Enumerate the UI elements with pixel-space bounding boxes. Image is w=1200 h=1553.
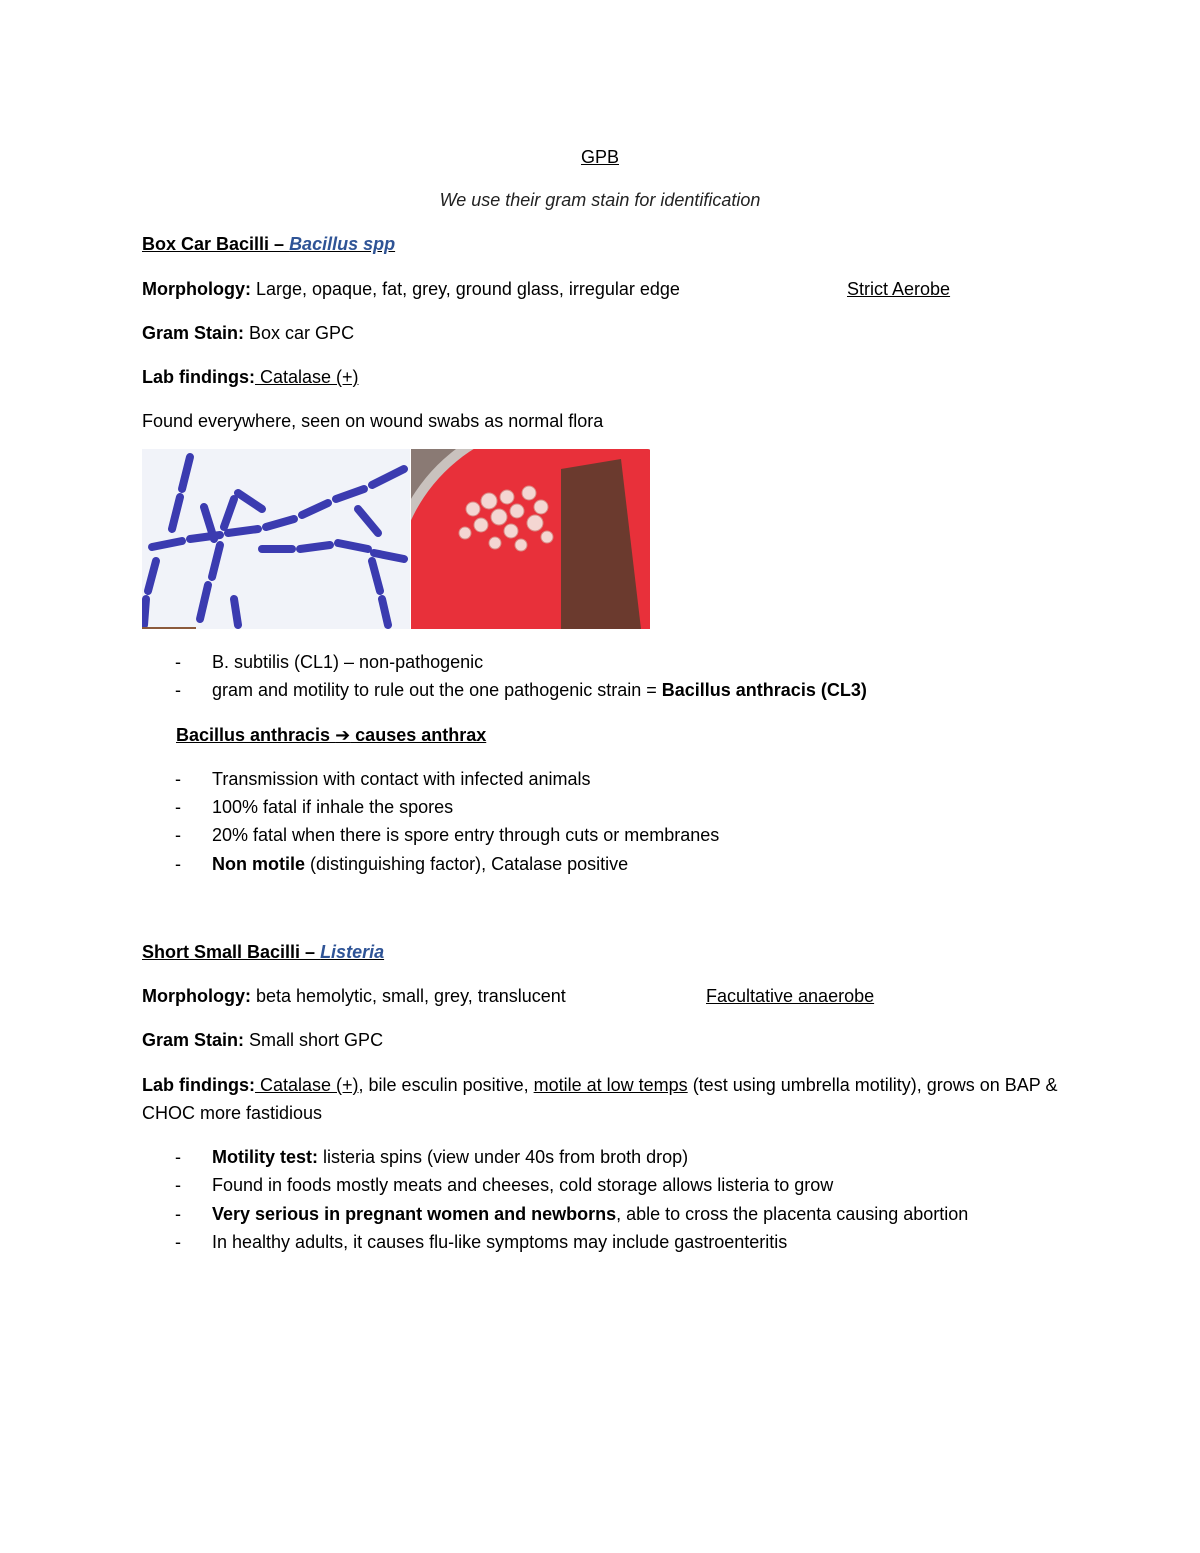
lab-findings-label: Lab findings: xyxy=(142,367,255,387)
subheading-part-b: causes anthrax xyxy=(350,725,487,745)
subheading-part-a: Bacillus anthracis xyxy=(176,725,336,745)
list-item xyxy=(175,1173,833,1197)
anthrax-subheading xyxy=(176,723,486,747)
morphology-row xyxy=(142,984,566,1008)
morphology-label: Morphology: xyxy=(142,986,251,1006)
lab-findings-row xyxy=(142,365,359,389)
gram-stain-row xyxy=(142,1028,383,1052)
heading-prefix: Box Car Bacilli – xyxy=(142,234,290,254)
bullet-text: Transmission with contact with infected animals xyxy=(212,769,591,789)
lab-findings-text: Catalase (+) xyxy=(254,367,359,387)
list-item xyxy=(175,650,483,674)
bullet-text: B. subtilis (CL1) – non-pathogenic xyxy=(212,652,484,672)
bullet-dash: - xyxy=(175,769,181,789)
bullet-text: Found in foods mostly meats and cheeses, cold storage allows listeria to grow xyxy=(212,1175,834,1195)
bullet-text: 20% fatal when there is spore entry through cuts or membranes xyxy=(212,825,720,845)
morphology-text: Large, opaque, fat, grey, ground glass, irregular edge xyxy=(250,279,680,299)
bullet-text: , able to cross the placenta causing abortion xyxy=(616,1204,969,1224)
morphology-text: beta hemolytic, small, grey, translucent xyxy=(250,986,566,1006)
bullet-dash: - xyxy=(175,680,181,700)
section-heading-listeria xyxy=(142,940,384,964)
bullet-dash: - xyxy=(175,1147,181,1167)
bullet-bold-text: Motility test: xyxy=(212,1147,318,1167)
lab-findings-row xyxy=(142,1071,1062,1127)
bullet-dash: - xyxy=(175,652,181,672)
bullet-bold-text: Non motile xyxy=(212,854,305,874)
bacilli-chains-icon xyxy=(142,449,410,629)
gram-stain-micrograph xyxy=(142,449,410,629)
lab-mid-text: , bile esculin positive, xyxy=(358,1075,534,1095)
list-item xyxy=(175,823,719,847)
bullet-dash: - xyxy=(175,854,181,874)
lab-findings-label: Lab findings: xyxy=(142,1075,255,1095)
gram-stain-text: Box car GPC xyxy=(244,323,355,343)
bullet-text: listeria spins (view under 40s from broth drop) xyxy=(318,1147,689,1167)
figure-divider xyxy=(142,627,196,629)
agar-plate-icon xyxy=(411,449,650,629)
bullet-dash: - xyxy=(175,797,181,817)
lab-rest-text: (test using umbrella motility), grows on BAP & CHOC more fastidious xyxy=(142,1075,1058,1123)
oxygen-requirement: Facultative anaerobe xyxy=(706,986,875,1006)
list-item xyxy=(175,678,867,702)
lab-catalase: Catalase (+) xyxy=(254,1075,359,1095)
bullet-text: (distinguishing factor), Catalase positive xyxy=(305,854,629,874)
list-item xyxy=(175,1230,787,1254)
oxygen-requirement: Strict Aerobe xyxy=(847,279,951,299)
section-heading-bacillus xyxy=(142,232,395,256)
blood-agar-plate-photo xyxy=(411,449,650,629)
list-item xyxy=(175,1145,688,1169)
bullet-text: In healthy adults, it causes flu-like symptoms may include gastroenteritis xyxy=(212,1232,788,1252)
list-item xyxy=(175,1202,968,1226)
bullet-text: 100% fatal if inhale the spores xyxy=(212,797,454,817)
bullet-text: gram and motility to rule out the one pathogenic strain = xyxy=(212,680,662,700)
gram-stain-row xyxy=(142,321,354,345)
heading-genus-link[interactable]: Listeria xyxy=(320,942,385,962)
heading-prefix: Short Small Bacilli – xyxy=(142,942,321,962)
bullet-dash: - xyxy=(175,1204,181,1224)
bullet-dash: - xyxy=(175,1175,181,1195)
page-title: GPB xyxy=(580,147,619,167)
gram-stain-text: Small short GPC xyxy=(244,1030,384,1050)
found-everywhere-text: Found everywhere, seen on wound swabs as normal flora xyxy=(142,411,604,431)
morphology-label: Morphology: xyxy=(142,279,251,299)
bullet-dash: - xyxy=(175,825,181,845)
list-item xyxy=(175,852,628,876)
list-item xyxy=(175,767,590,791)
heading-genus-link[interactable]: Bacillus spp xyxy=(289,234,396,254)
bullet-dash: - xyxy=(175,1232,181,1252)
bullet-bold-text: Very serious in pregnant women and newborns xyxy=(212,1204,617,1224)
arrow-right-icon: ➔ xyxy=(335,725,351,745)
morphology-row xyxy=(142,277,680,301)
lab-motile-text: motile at low temps xyxy=(533,1075,688,1095)
bullet-bold-text: Bacillus anthracis (CL3) xyxy=(661,680,867,700)
gram-stain-label: Gram Stain: xyxy=(142,323,245,343)
gram-stain-label: Gram Stain: xyxy=(142,1030,245,1050)
list-item xyxy=(175,795,453,819)
page-subtitle: We use their gram stain for identification xyxy=(439,190,761,210)
